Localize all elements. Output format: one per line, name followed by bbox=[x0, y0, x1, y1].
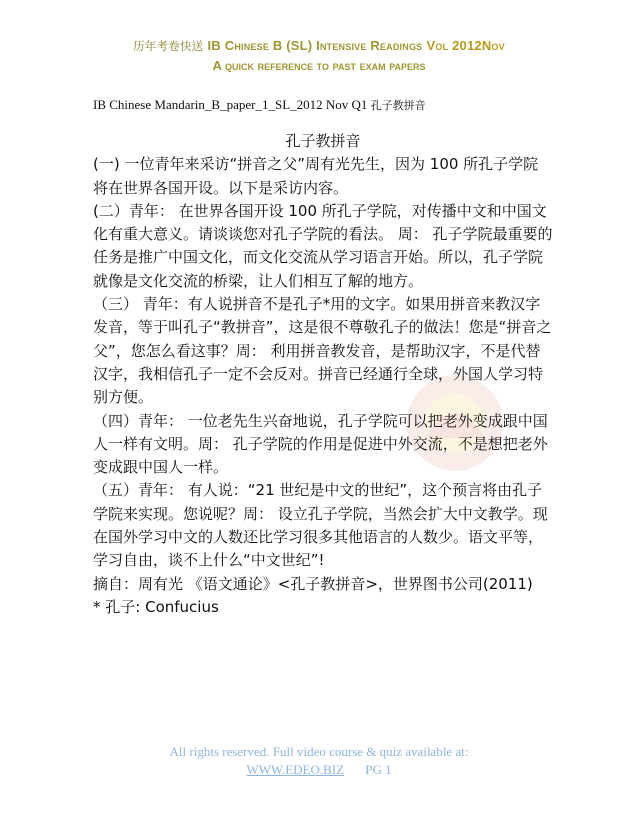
paper-reference bbox=[93, 97, 426, 113]
paragraph-5: （五）青年： 有人说：“21 世纪是中文的世纪”，这个预言将由孔子学院来实现。您说呢？周： 设立孔子学院，当然会扩大中文教学。现在国外学习中文的人数还比学习很多其他语言的人数少。语文平等，学习自由，谈不上什么“中文世纪”! bbox=[93, 481, 548, 570]
paper-reference-en: IB Chinese Mandarin_B_paper_1_SL_2012 Nov Q1 bbox=[93, 97, 368, 112]
footer-rights: All rights reserved. Full video course & quiz available at: bbox=[169, 744, 469, 759]
footer-website-link[interactable]: WWW.EDEO.BIZ bbox=[246, 762, 345, 777]
source-citation: 摘自：周有光 《语文通论》<孔子教拼音>，世界图书公司(2011) bbox=[93, 574, 533, 593]
article-title: 孔子教拼音 bbox=[285, 132, 361, 150]
header-line-1 bbox=[0, 38, 638, 54]
paragraph-intro: (一) 一位青年来采访“拼音之父”周有光先生，因为 100 所孔子学院将在世界各国开设。以下是采访内容。 bbox=[93, 155, 539, 197]
header-course-title: IB Chinese B (SL) Intensive Readings bbox=[207, 38, 423, 53]
header-volume: Vol 2012Nov bbox=[426, 38, 505, 53]
page-number: PG 1 bbox=[365, 762, 392, 777]
article-body bbox=[93, 130, 553, 619]
header-chinese-label: 历年考卷快送 bbox=[133, 39, 204, 53]
paragraph-3: （三） 青年：有人说拼音不是孔子*用的文字。如果用拼音来教汉字发音，等于叫孔子“教拼音”，这是很不尊敬孔子的做法！您是“拼音之父”，您怎么看这事？周： 利用拼音教发音，是帮助汉字，不是代替汉字，我相信孔子一定不会反对。拼音已经通行全球，外国人学习特别方便。 bbox=[93, 295, 552, 407]
paper-reference-cn: 孔子教拼音 bbox=[370, 99, 426, 112]
paragraph-2: (二）青年： 在世界各国开设 100 所孔子学院，对传播中文和中国文化有重大意义。请谈谈您对孔子学院的看法。 周： 孔子学院最重要的任务是推广中国文化，而文化交流从学习语言开始。所以，孔子学院就像是文化交流的桥梁，让人们相互了解的地方。 bbox=[93, 201, 553, 290]
footnote: * 孔子: Confucius bbox=[93, 597, 219, 616]
header-subtitle: A quick reference to past exam papers bbox=[212, 58, 426, 73]
paragraph-4: （四）青年： 一位老先生兴奋地说，孔子学院可以把老外变成跟中国人一样有文明。周： 孔子学院的作用是促进中外交流，不是想把老外变成跟中国人一样。 bbox=[93, 411, 548, 477]
footer-line-2 bbox=[0, 762, 638, 778]
